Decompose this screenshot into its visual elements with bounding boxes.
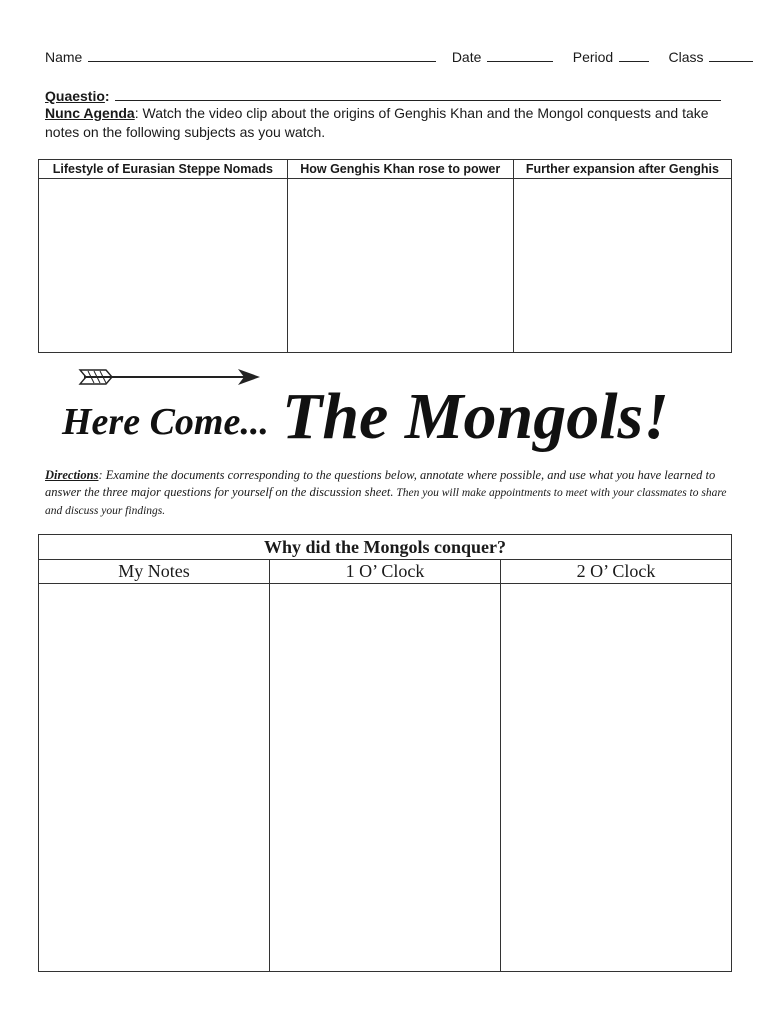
- arrow-icon: [80, 369, 260, 385]
- question-header-my-notes: My Notes: [39, 560, 270, 584]
- nunc-agenda-label: Nunc Agenda: [45, 105, 135, 121]
- notes-header-lifestyle: Lifestyle of Eurasian Steppe Nomads: [39, 160, 288, 179]
- period-label: Period: [572, 49, 614, 65]
- notes-cell-expansion[interactable]: [513, 179, 731, 353]
- notes-cell-lifestyle[interactable]: [39, 179, 288, 353]
- directions: [45, 467, 735, 520]
- quaestio-colon: :: [104, 88, 110, 104]
- directions-label: Directions: [45, 468, 99, 482]
- date-field[interactable]: [487, 47, 553, 62]
- question-cell-2-oclock[interactable]: [501, 584, 732, 972]
- question-header-1-oclock: 1 O’ Clock: [270, 560, 501, 584]
- notes-cell-rise[interactable]: [287, 179, 513, 353]
- notes-header-rise: How Genghis Khan rose to power: [287, 160, 513, 179]
- class-field[interactable]: [709, 47, 753, 62]
- class-label: Class: [668, 49, 704, 65]
- date-label: Date: [451, 49, 482, 65]
- notes-header-expansion: Further expansion after Genghis: [513, 160, 731, 179]
- quaestio-field[interactable]: [115, 86, 721, 101]
- directions-text: : Examine the documents corresponding to the questions below, annotate where possible, and use what you have learned to answer the three major questions for yourself on the discussion sheet.: [45, 468, 716, 499]
- name-label: Name: [45, 49, 83, 65]
- question-cell-1-oclock[interactable]: [270, 584, 501, 972]
- period-field[interactable]: [619, 47, 649, 62]
- header-row: [45, 47, 753, 65]
- banner-text-here-come: Here Come...: [62, 401, 269, 443]
- quaestio-row: [45, 86, 721, 104]
- question-table: [38, 534, 732, 972]
- banner-svg: [50, 362, 730, 462]
- directions-text-continued: Then you will make appointments to meet with your classmates to share and discuss your findings.: [45, 487, 727, 517]
- name-field[interactable]: [88, 47, 436, 62]
- quaestio-label: Quaestio: [45, 88, 105, 104]
- notes-table: [38, 159, 732, 353]
- nunc-agenda-text: : Watch the video clip about the origins of Genghis Khan and the Mongol conquests and take notes on the following subjects as you watch.: [45, 105, 709, 140]
- title-banner: [50, 362, 730, 462]
- question-title: Why did the Mongols conquer?: [39, 535, 732, 560]
- question-header-2-oclock: 2 O’ Clock: [501, 560, 732, 584]
- banner-text-mongols: The Mongols!: [282, 380, 669, 453]
- question-cell-my-notes[interactable]: [39, 584, 270, 972]
- nunc-agenda: [45, 104, 735, 142]
